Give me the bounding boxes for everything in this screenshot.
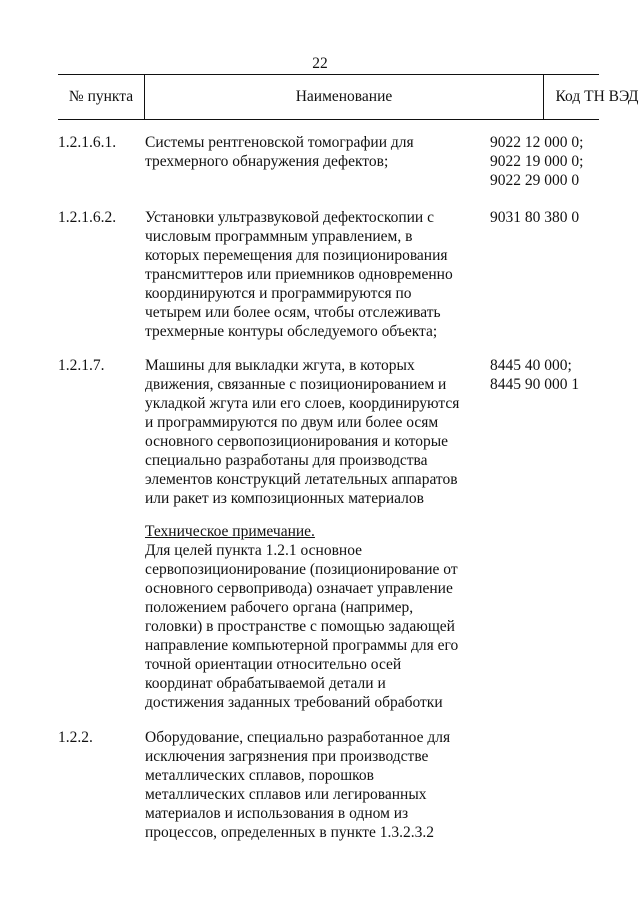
- description-line: или ракет из композиционных материалов: [145, 490, 424, 507]
- note-line: Для целей пункта 1.2.1 основное: [145, 542, 363, 559]
- description-line: четырем или более осям, чтобы отслеживать: [145, 304, 441, 321]
- item-codes: [490, 133, 600, 190]
- description-line: укладкой жгута или его слоев, координируются: [145, 395, 460, 412]
- code-line: 9022 12 000 0;: [490, 134, 584, 151]
- note-line: направление компьютерной программы для его: [145, 637, 459, 654]
- description-line: элементов конструкций летательных аппаратов: [145, 471, 458, 488]
- description-line: Оборудование, специально разработанное для: [145, 729, 451, 746]
- table-header: [58, 74, 639, 120]
- item-number: 1.2.1.6.2.: [58, 209, 117, 226]
- note-line: координат обрабатываемой детали и: [145, 675, 386, 692]
- description-line: металлических сплавов, порошков: [145, 767, 374, 784]
- description-line: металлических сплавов или легированных: [145, 786, 427, 803]
- note-line: сервопозиционирование (позиционирование от: [145, 561, 458, 578]
- page-number: 22: [312, 55, 328, 72]
- description-line: Системы рентгеновской томографии для: [145, 134, 414, 151]
- item-description: [145, 728, 485, 842]
- description-line: трансмиттеров или приемников одновременно: [145, 266, 453, 283]
- note-line: положением рабочего органа (например,: [145, 599, 414, 616]
- description-line: которых перемещения для позиционирования: [145, 247, 448, 264]
- description-line: материалов и использования в одном из: [145, 805, 409, 822]
- description-line: Установки ультразвуковой дефектоскопии с: [145, 209, 434, 226]
- code-line: 8445 40 000;: [490, 357, 572, 374]
- description-line: координируются и программируются по: [145, 285, 412, 302]
- description-line: и программируются по двум или более осям: [145, 414, 439, 431]
- header-name-label: Наименование: [295, 88, 393, 105]
- note-title: Техническое примечание.: [145, 523, 315, 540]
- description-line: основного сервопозиционирования и которые: [145, 433, 448, 450]
- item-number: 1.2.1.6.1.: [58, 134, 117, 151]
- item-description: [145, 356, 485, 508]
- item-description: [145, 133, 485, 171]
- item-number: 1.2.2.: [58, 729, 93, 746]
- item-number: 1.2.1.7.: [58, 357, 105, 374]
- note-line: головки) в пространстве с помощью задающей: [145, 618, 455, 635]
- description-line: движения, связанные с позиционированием и: [145, 376, 447, 393]
- description-line: трехмерные контуры обследуемого объекта;: [145, 323, 438, 340]
- description-line: Машины для выкладки жгута, в которых: [145, 357, 415, 374]
- description-line: процессов, определенных в пункте 1.3.2.3.2: [145, 824, 435, 841]
- description-line: исключения загрязнения при производстве: [145, 748, 429, 765]
- description-line: числовым программным управлением, в: [145, 228, 413, 245]
- item-codes: [490, 208, 600, 227]
- item-codes: [490, 356, 600, 394]
- header-number-label: № пункта: [68, 88, 134, 105]
- note-line: точной ориентации относительно осей: [145, 656, 402, 673]
- code-line: 8445 90 000 1: [490, 376, 580, 393]
- item-description: [145, 208, 485, 341]
- code-line: 9022 19 000 0;: [490, 153, 584, 170]
- code-line: 9022 29 000 0: [490, 172, 580, 189]
- header-code-label: Код ТН ВЭД: [555, 88, 639, 105]
- description-line: трехмерного обнаружения дефектов;: [145, 153, 389, 170]
- note-line: достижения заданных требований обработки: [145, 694, 443, 711]
- code-line: 9031 80 380 0: [490, 209, 580, 226]
- note-line: основного сервопривода) означает управление: [145, 580, 453, 597]
- description-line: специально разработаны для производства: [145, 452, 428, 469]
- note-body: [145, 522, 485, 712]
